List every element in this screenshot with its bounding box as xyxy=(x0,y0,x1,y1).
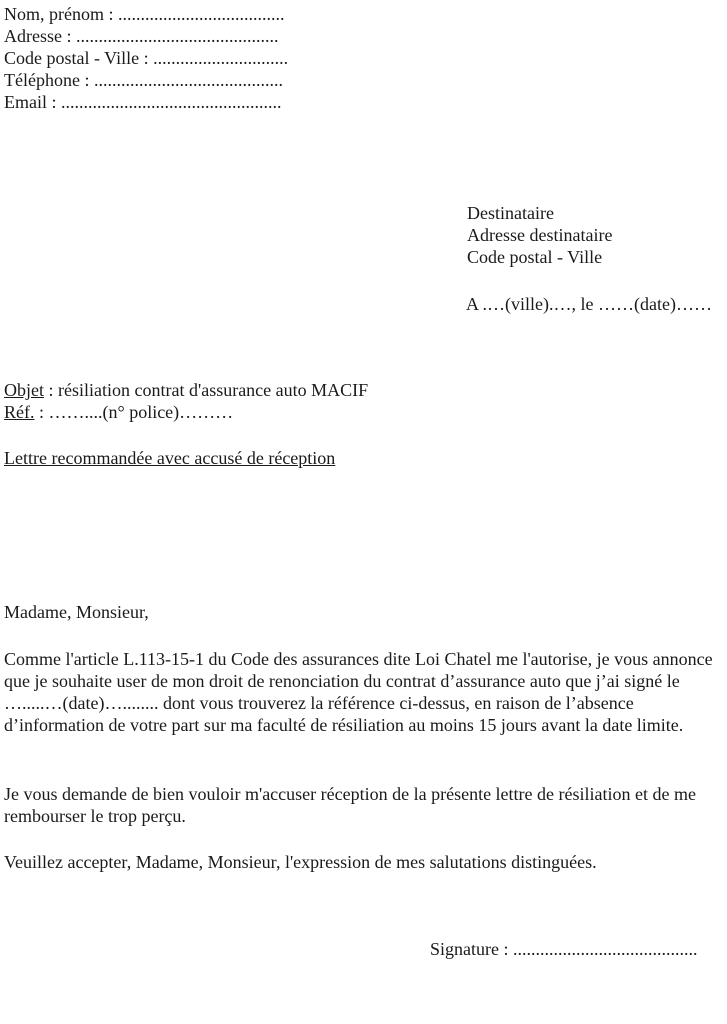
subject-line xyxy=(4,379,368,401)
body-paragraph-2: Je vous demande de bien vouloir m'accuser réception de la présente lettre de résiliation et de me rembourser le trop perçu. xyxy=(4,784,696,826)
reference-text: : ……....(n° police)……… xyxy=(34,402,234,422)
signature-line: Signature : ......................................... xyxy=(430,939,698,959)
recipient-block xyxy=(467,202,612,268)
sender-phone-line: Téléphone : .......................................... xyxy=(4,70,283,90)
recipient-name-line: Destinataire xyxy=(467,203,554,223)
subject-text: : résiliation contrat d'assurance auto MACIF xyxy=(44,380,369,400)
registered-mail-line: Lettre recommandée avec accusé de réception xyxy=(4,448,336,468)
body-paragraph-1: Comme l'article L.113-15-1 du Code des assurances dite Loi Chatel me l'autorise, je vous annonce que je souhaite user de mon droit de renonciation du contrat d’assurance auto que j’ai signé le ….....…(date)…........ dont vous trouverez la référence ci-dessus, en raison de l’absence d’information de votre part sur ma faculté de résiliation au moins 15 jours avant la date limite. xyxy=(4,649,713,735)
sender-block xyxy=(4,3,288,113)
salutation: Madame, Monsieur, xyxy=(4,602,149,622)
reference-line xyxy=(4,401,368,423)
recipient-address-line: Adresse destinataire xyxy=(467,225,613,245)
sender-address-line: Adresse : ............................................. xyxy=(4,26,279,46)
reference-label: Réf. xyxy=(4,402,35,422)
closing-paragraph: Veuillez accepter, Madame, Monsieur, l'expression de mes salutations distinguées. xyxy=(4,852,597,872)
sender-email-line: Email : ................................................. xyxy=(4,92,282,112)
place-date-line: A .…(ville).…, le ……(date)…… xyxy=(466,294,712,314)
subject-label: Objet xyxy=(4,380,44,400)
recipient-postal-city-line: Code postal - Ville xyxy=(467,247,603,267)
subject-block xyxy=(4,379,368,423)
sender-postal-city-line: Code postal - Ville : .............................. xyxy=(4,48,289,68)
sender-name-line: Nom, prénom : ..................................... xyxy=(4,4,285,24)
